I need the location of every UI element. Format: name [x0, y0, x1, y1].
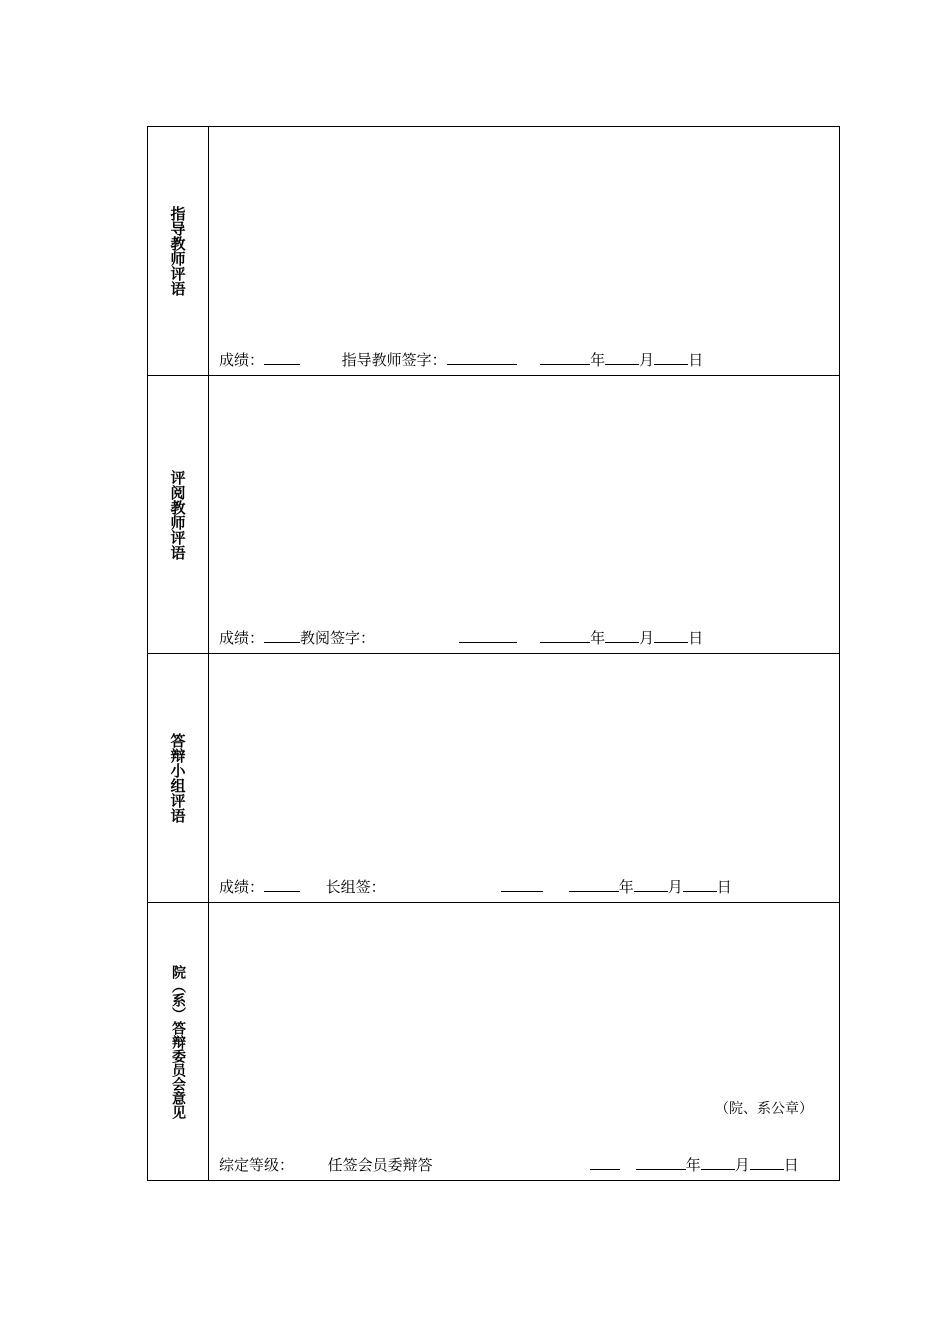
month-blank[interactable] — [605, 628, 639, 643]
year-blank[interactable] — [636, 1155, 686, 1170]
signer-label: 教阅签字： — [300, 629, 376, 647]
reviewer-comment-area[interactable] — [209, 376, 839, 653]
advisor-comment-area[interactable] — [209, 127, 839, 375]
month-blank[interactable] — [605, 350, 639, 365]
year-label: 年 — [590, 629, 606, 647]
signature-blank[interactable] — [459, 628, 517, 643]
signature-blank[interactable] — [590, 1155, 620, 1170]
section-footer — [219, 1154, 799, 1175]
grade-blank[interactable] — [264, 350, 300, 365]
day-label: 日 — [688, 629, 704, 647]
day-label: 日 — [716, 878, 732, 896]
day-blank[interactable] — [750, 1155, 784, 1170]
year-blank[interactable] — [540, 628, 590, 643]
grade-label: 成绩： — [219, 878, 265, 896]
year-blank[interactable] — [569, 877, 619, 892]
section-label: 指导教师评语 — [148, 127, 209, 375]
year-label: 年 — [685, 1156, 701, 1174]
day-blank[interactable] — [654, 628, 688, 643]
grade-label: 成绩： — [219, 351, 265, 369]
day-blank[interactable] — [654, 350, 688, 365]
month-label: 月 — [667, 878, 683, 896]
seal-note: （院、系公章） — [715, 1101, 813, 1117]
signer-label: 长组签： — [325, 878, 386, 896]
year-label: 年 — [590, 351, 606, 369]
section-label: 答辩小组评语 — [148, 654, 209, 902]
defense-group-comment-area[interactable] — [209, 654, 839, 902]
defense-committee-opinion-section — [148, 903, 839, 1180]
signer-label: 任签会员委辩答 — [327, 1156, 433, 1174]
month-blank[interactable] — [634, 877, 668, 892]
signer-label: 指导教师签字： — [341, 351, 447, 369]
grade-blank[interactable] — [264, 628, 300, 643]
defense-group-comment-section — [148, 654, 839, 903]
grade-blank[interactable] — [264, 877, 300, 892]
advisor-comment-section — [148, 127, 839, 376]
month-label: 月 — [734, 1156, 750, 1174]
reviewer-comment-section — [148, 376, 839, 654]
month-blank[interactable] — [701, 1155, 735, 1170]
grade-label: 成绩： — [219, 629, 265, 647]
evaluation-form — [147, 126, 840, 1181]
month-label: 月 — [639, 351, 655, 369]
month-label: 月 — [639, 629, 655, 647]
section-footer — [219, 627, 703, 648]
year-blank[interactable] — [540, 350, 590, 365]
section-label: 院（系）答辩委员会意见 — [148, 903, 209, 1180]
grade-label: 综定等级： — [219, 1156, 295, 1174]
defense-committee-opinion-area[interactable] — [209, 903, 839, 1180]
year-label: 年 — [618, 878, 634, 896]
day-blank[interactable] — [683, 877, 717, 892]
section-label: 评阅教师评语 — [148, 376, 209, 653]
day-label: 日 — [688, 351, 704, 369]
signature-blank[interactable] — [447, 350, 517, 365]
day-label: 日 — [783, 1156, 799, 1174]
signature-blank[interactable] — [501, 877, 543, 892]
section-footer — [219, 349, 703, 370]
section-footer — [219, 876, 732, 897]
